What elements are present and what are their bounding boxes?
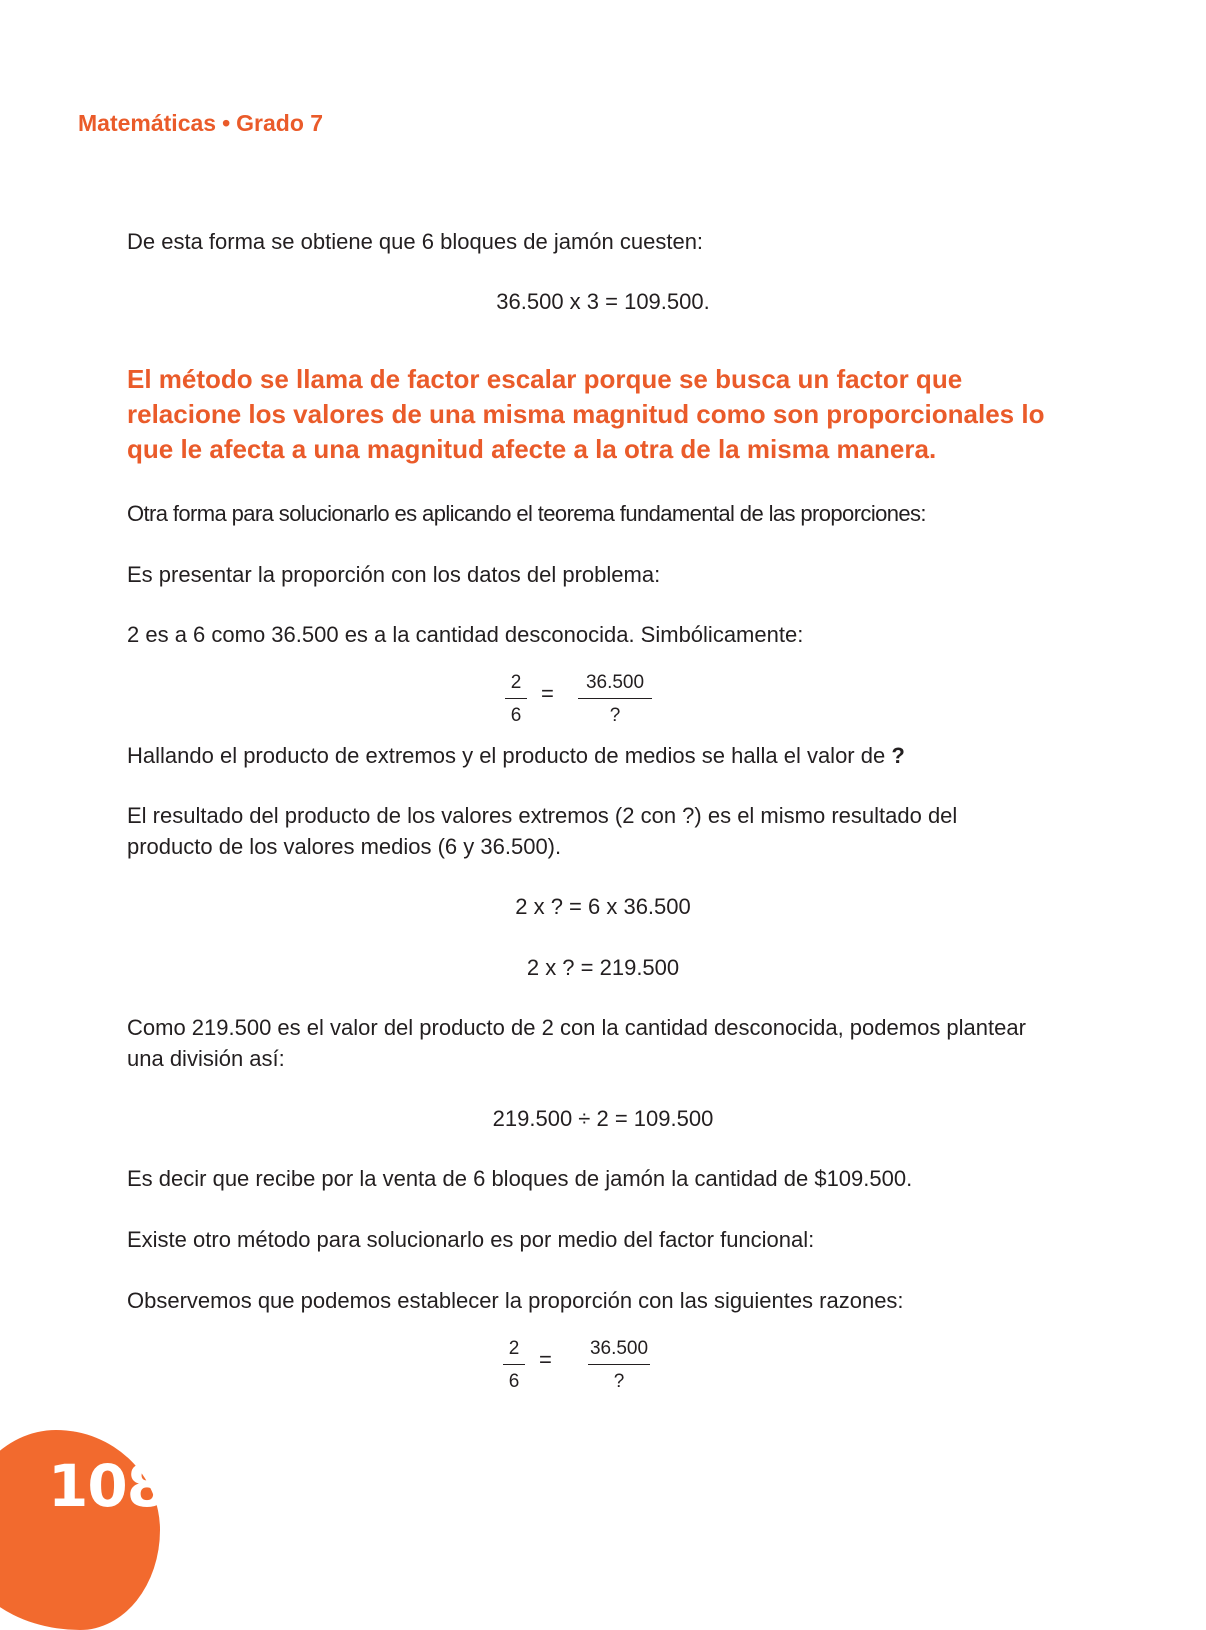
equals-sign-1: = bbox=[541, 681, 554, 706]
page-number: 108 bbox=[48, 1452, 167, 1520]
highlight-text-1: El método se llama de bbox=[127, 364, 408, 394]
fraction-numerator: 36.500 bbox=[588, 1338, 650, 1365]
fraction-right-1 bbox=[578, 672, 652, 727]
paragraph-division: Como 219.500 es el valor del producto de 2 con la cantidad desconocida, podemos plantear una división así: bbox=[127, 1015, 1026, 1071]
paragraph-ratios: Observemos que podemos establecer la proporción con las siguientes razones: bbox=[127, 1288, 904, 1313]
equation-scalar: 36.500 x 3 = 109.500. bbox=[496, 289, 710, 314]
highlight-definition bbox=[127, 362, 1047, 467]
fraction-denominator: 6 bbox=[510, 705, 522, 726]
running-header bbox=[78, 110, 323, 137]
paragraph-intro: De esta forma se obtiene que 6 bloques de jamón cuesten: bbox=[127, 229, 704, 254]
highlight-term: factor escalar bbox=[407, 364, 577, 394]
header-separator: • bbox=[222, 110, 231, 136]
equation-division: 219.500 ÷ 2 = 109.500 bbox=[492, 1106, 714, 1131]
equation-product: 2 x ? = 6 x 36.500 bbox=[515, 894, 691, 919]
fraction-left-2 bbox=[503, 1338, 525, 1393]
equals-sign-2: = bbox=[539, 1347, 552, 1372]
paragraph-functional: Existe otro método para solucionarlo es por medio del factor funcional: bbox=[127, 1227, 815, 1252]
unknown-symbol: ? bbox=[891, 743, 905, 768]
paragraph-symbolic: 2 es a 6 como 36.500 es a la cantidad desconocida. Simbólicamente: bbox=[127, 622, 804, 647]
paragraph-proportion: Es presentar la proporción con los datos del problema: bbox=[127, 562, 661, 587]
fraction-numerator: 2 bbox=[503, 1338, 525, 1365]
fraction-denominator: 6 bbox=[508, 1371, 520, 1392]
fraction-numerator: 2 bbox=[505, 672, 527, 699]
paragraph-extremes bbox=[127, 740, 1037, 771]
fraction-left-1 bbox=[505, 672, 527, 727]
fraction-numerator: 36.500 bbox=[578, 672, 652, 699]
grade-label: Grado 7 bbox=[236, 110, 324, 136]
fraction-denominator: ? bbox=[609, 705, 621, 726]
fraction-right-2 bbox=[588, 1338, 650, 1393]
paragraph-extremes-text: Hallando el producto de extremos y el producto de medios se halla el valor de bbox=[127, 743, 892, 768]
paragraph-result: El resultado del producto de los valores extremos (2 con ?) es el mismo resultado del producto de los valores medios (6 y 36.500). bbox=[127, 803, 958, 859]
fraction-denominator: ? bbox=[613, 1371, 625, 1392]
equation-product-result: 2 x ? = 219.500 bbox=[526, 955, 680, 980]
paragraph-theorem: Otra forma para solucionarlo es aplicando el teorema fundamental de las proporciones: bbox=[127, 501, 926, 526]
paragraph-conclusion: Es decir que recibe por la venta de 6 bloques de jamón la cantidad de $109.500. bbox=[127, 1166, 913, 1191]
subject-label: Matemáticas bbox=[78, 110, 217, 136]
highlight-text-2: porque se busca un factor que relacione los valores de una misma magnitud como son proporcionales lo que le afecta a una magnitud afecte a la otra de la misma manera. bbox=[127, 364, 1045, 464]
